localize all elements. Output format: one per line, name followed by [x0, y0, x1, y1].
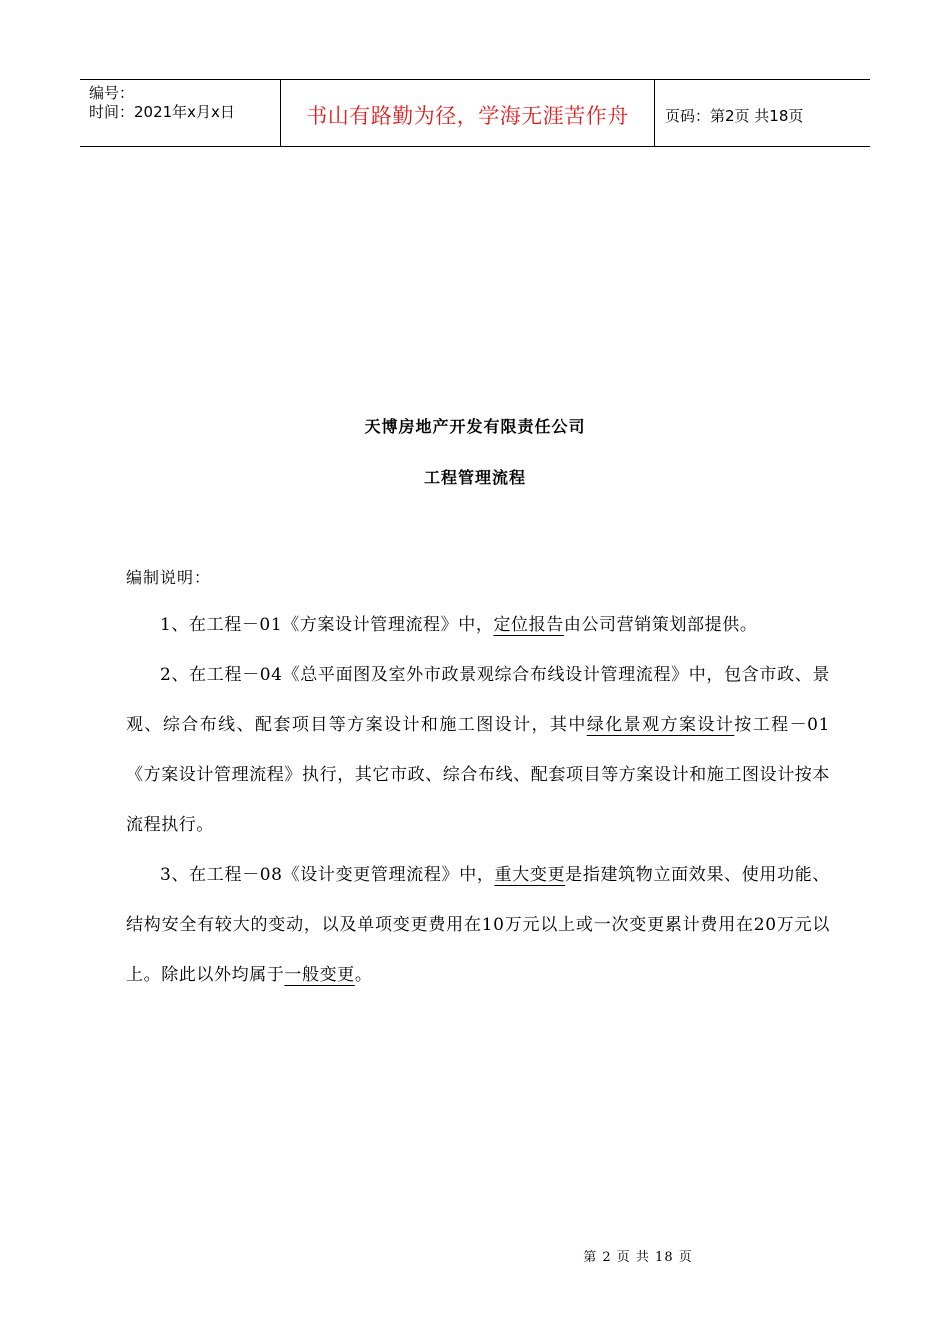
document-time-label: 时间：2021年x月x日: [89, 103, 235, 121]
paragraph-3-text-c: 。: [354, 965, 373, 985]
header-page-cell: [655, 80, 870, 146]
paragraph-1-underlined-term: 定位报告: [493, 615, 564, 635]
company-title: 天博房地产开发有限责任公司: [364, 417, 586, 436]
intro-heading: 编制说明：: [126, 568, 212, 587]
header-page-label: 页码：第2页 共18页: [665, 106, 804, 125]
paragraph-1-text-b: 由公司营销策划部提供。: [563, 615, 758, 635]
document-subtitle: 工程管理流程: [423, 468, 526, 487]
paragraph-2: [126, 650, 830, 850]
paragraph-3-text-a: 3、在工程－08《设计变更管理流程》中，: [160, 865, 495, 885]
paragraph-3: [126, 850, 830, 1000]
paragraph-3-underlined-term-1: 重大变更: [494, 865, 566, 885]
paragraph-1-text-a: 1、在工程－01《方案设计管理流程》中，: [160, 615, 494, 635]
paragraph-2-underlined-term: 绿化景观方案设计: [586, 715, 735, 735]
header-motto: 书山有路勤为径，学海无涯苦作舟: [306, 104, 629, 128]
paragraph-2-text-a: 2、在工程－04《总平面图及室外市政景观综合布线设计管理流程》中，包含市政、景观、综合布线、配套项目等方案设计和施工图设计，其中: [126, 665, 830, 735]
header-table: [80, 79, 870, 147]
page-footer: 第 2 页 共 18 页: [583, 1250, 693, 1265]
paragraph-3-text-b: 是指建筑物立面效果、使用功能、结构安全有较大的变动，以及单项变更费用在10万元以上或一次变更累计费用在20万元以上。除此以外均属于: [126, 865, 831, 985]
paragraph-1: [126, 600, 830, 650]
header-motto-cell: [281, 80, 655, 146]
paragraph-3-underlined-term-2: 一般变更: [284, 965, 355, 985]
body-content: [126, 600, 830, 1000]
paragraph-2-text-b: 按工程－01《方案设计管理流程》执行，其它市政、综合布线、配套项目等方案设计和施工图设计按本流程执行。: [126, 715, 831, 835]
document-number-label: 编号：: [89, 84, 135, 102]
header-info-cell: [80, 80, 281, 146]
